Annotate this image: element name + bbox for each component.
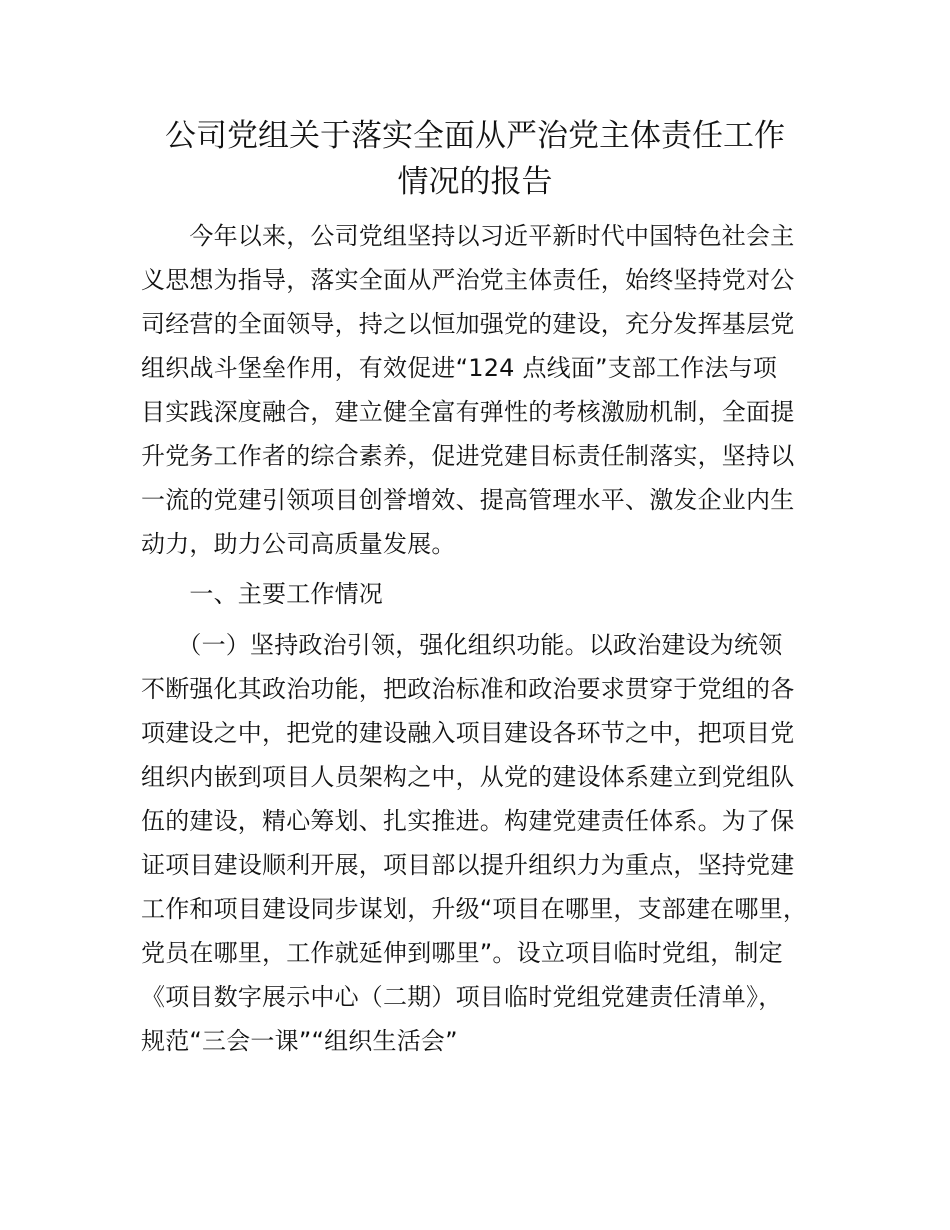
paragraph-line: 组织战斗堡垒作用，有效促进“124 点线面”支部工作法与项 [141,354,778,382]
paragraph-line: 项建设之中，把党的建设融入项目建设各环节之中，把项目党 [141,719,795,747]
document-title-line-2: 情况的报告 [397,164,553,200]
paragraph-line: 目实践深度融合，建立健全富有弹性的考核激励机制，全面提 [141,398,795,426]
paragraph-line: 义思想为指导，落实全面从严治党主体责任，始终坚持党对公 [141,266,795,294]
paragraph-line: 党员在哪里，工作就延伸到哪里”。设立项目临时党组，制定 [141,939,783,967]
paragraph-line: 工作和项目建设同步谋划，升级“项目在哪里，支部建在哪里， [141,895,808,923]
paragraph-line: 规范“三会一课”“组织生活会” [141,1027,458,1055]
paragraph-line: 一流的党建引领项目创誉增效、提高管理水平、激发企业内生 [141,486,795,514]
paragraph-line: 升党务工作者的综合素养，促进党建目标责任制落实，坚持以 [141,442,795,470]
paragraph-line: 《项目数字展示中心（二期）项目临时党组党建责任清单》， [141,983,783,1011]
paragraph-line: 今年以来，公司党组坚持以习近平新时代中国特色社会主 [141,222,795,250]
paragraph-intro [141,214,841,566]
paragraph-line: 伍的建设，精心筹划、扎实推进。构建党建责任体系。为了保 [141,807,795,835]
paragraph-line: 组织内嵌到项目人员架构之中，从党的建设体系建立到党组队 [141,763,795,791]
paragraph-section-1 [141,623,841,1063]
document-title-line-1: 公司党组关于落实全面从严治党主体责任工作 [165,118,785,154]
paragraph-line: 司经营的全面领导，持之以恒加强党的建设，充分发挥基层党 [141,310,795,338]
paragraph-line: 不断强化其政治功能，把政治标准和政治要求贯穿于党组的各 [141,675,795,703]
paragraph-line: （一）坚持政治引领，强化组织功能。以政治建设为统领 [141,631,783,659]
paragraph-line: 动力，助力公司高质量发展。 [141,530,456,558]
paragraph-line: 证项目建设顺利开展，项目部以提升组织力为重点，坚持党建 [141,851,795,879]
section-heading: 一、主要工作情况 [141,580,383,608]
